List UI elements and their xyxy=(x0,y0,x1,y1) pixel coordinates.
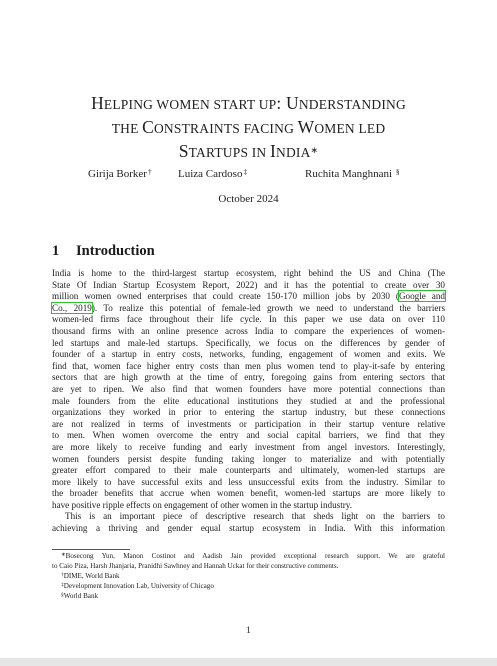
footnote-line xyxy=(52,591,445,601)
citation-link[interactable]: Co., 2019 xyxy=(52,302,92,313)
body-line: sectors that are high growth at the time of entry, foregoing gains from entering sectors that xyxy=(52,372,445,383)
title-text: U xyxy=(286,93,299,113)
body-line: India is home to the third-largest startup ecosystem, right behind the US and China (The xyxy=(52,268,445,278)
author-footnote-mark: † xyxy=(147,167,152,176)
viewer-bottom-strip xyxy=(0,658,497,666)
footnote-text: DIME, World Bank xyxy=(63,572,120,580)
footnote-mark: ‡ xyxy=(61,582,64,588)
body-text-fragment: million women owned enterprises that could create 150-170 million jobs by 2030 ( xyxy=(52,291,399,302)
title-text: C xyxy=(142,117,154,137)
title-text: NDERSTANDING xyxy=(298,97,406,112)
body-line: the broader benefits that accrue when women benefit, women-led startups are more likely to xyxy=(52,488,445,499)
footnote-text: Bosecong Yun, Manon Costinot and Aadish Jain provided exceptional research support. We are grateful xyxy=(65,552,445,560)
title-text: THE xyxy=(111,121,143,136)
publication-date: October 2024 xyxy=(218,193,279,205)
body-line: led startups and male-led startups. Specifically, we focus on the differences by gender of xyxy=(52,337,445,348)
author-2 xyxy=(178,168,247,180)
title-line-1 xyxy=(30,92,467,116)
body-line: find that, women face higher entry costs than men plus women tend to play-it-safe by entering xyxy=(52,360,445,371)
body-line: to men. When women overcome the entry and social capital barriers, we find that they xyxy=(52,430,445,441)
footnotes xyxy=(52,551,445,601)
body-text-fragment: ). To realize this potential of female-led growth we need to understand the barriers xyxy=(91,302,445,313)
body-line: women founders persist despite funding taking longer to materialize and with potentially xyxy=(52,453,445,464)
title-footnote-mark: ∗ xyxy=(310,145,319,155)
title-text: I xyxy=(269,141,276,161)
footnote-text: Development Innovation Lab, University of Chicago xyxy=(63,582,214,590)
paper-title xyxy=(30,92,467,164)
section-number: 1 xyxy=(52,243,60,259)
section-title: Introduction xyxy=(76,243,155,259)
author-footnote-mark: ‡ xyxy=(243,167,248,176)
title-text: ONSTRAINTS FACING xyxy=(153,121,298,136)
section-heading xyxy=(52,243,155,260)
body-line: organizations they worked in prior to entering the startup industry, but these connections xyxy=(52,407,445,418)
title-line-3 xyxy=(30,140,467,164)
author-3 xyxy=(305,168,400,180)
author-name: Girija Borker xyxy=(88,168,147,180)
body-text xyxy=(52,268,445,535)
author-list xyxy=(0,168,497,184)
title-text: H xyxy=(91,93,104,113)
body-line: women-led firms face throughout their life cycle. In this paper we use data on over 110 xyxy=(52,314,445,325)
body-line: male founders from the elite educational institutions they studied at and the professional xyxy=(52,395,445,406)
body-line: more likely to have successful exits and less unsuccessful exits from the industry. Similar to xyxy=(52,476,445,487)
body-line: have positive ripple effects on engagement of other women in the startup industry. xyxy=(52,499,353,510)
title-text: TARTUPS IN xyxy=(188,145,270,160)
body-line xyxy=(52,303,445,315)
footnote-mark: § xyxy=(61,592,64,598)
body-line: thousand firms with an online presence across India to compare the experiences of women- xyxy=(52,325,445,336)
title-text: NDIA xyxy=(276,145,311,160)
body-line: are more likely to receive funding and early investment from angel investors. Interestingly, xyxy=(52,441,445,452)
title-text: ELPING WOMEN START UP xyxy=(103,97,277,112)
citation-link[interactable]: Google and xyxy=(398,291,445,302)
author-name: Ruchita Manghnani xyxy=(305,168,393,180)
footnote-rule xyxy=(52,549,130,550)
body-line xyxy=(52,291,445,303)
title-text: : xyxy=(276,93,286,113)
footnote-line xyxy=(52,581,445,591)
body-line: founder of a startup in entry costs, networks, funding, engagement of women and exits. We xyxy=(52,349,445,360)
body-line: are yet to ripen. We also find that women founders have more potential connections than xyxy=(52,383,445,394)
body-line: are not realized in terms of investments or participation in their startup venture relative xyxy=(52,418,445,429)
footnote-line xyxy=(52,551,445,561)
body-line: achieving a thriving and gender equal startup ecosystem in India. With this information xyxy=(52,523,445,534)
page-number: 1 xyxy=(246,626,251,636)
title-text: OMEN LED xyxy=(314,121,386,136)
author-1 xyxy=(88,168,152,180)
title-text: W xyxy=(297,117,315,137)
footnote-mark: ∗ xyxy=(61,552,66,558)
author-name: Luiza Cardoso xyxy=(178,168,243,180)
body-line: greater effort compared to their male counterparts and ultimately, women-led startups are xyxy=(52,465,445,476)
footnote-mark: † xyxy=(61,572,64,578)
footnote-line xyxy=(52,571,445,581)
body-line: State Of Indian Startup Ecosystem Report, 2022) and it has the potential to create over 30 xyxy=(52,279,445,290)
title-text: S xyxy=(178,141,189,161)
author-footnote-mark: § xyxy=(395,167,400,176)
title-line-2 xyxy=(30,116,467,140)
footnote-text: World Bank xyxy=(63,592,99,600)
footnote-line: to Caio Piza, Harsh Jhanjaria, Pranidhi Sawhney and Hannah Uckat for their constructive comments. xyxy=(52,562,339,570)
body-line: This is an important piece of descriptive research that sheds light on the barriers to xyxy=(65,511,445,522)
